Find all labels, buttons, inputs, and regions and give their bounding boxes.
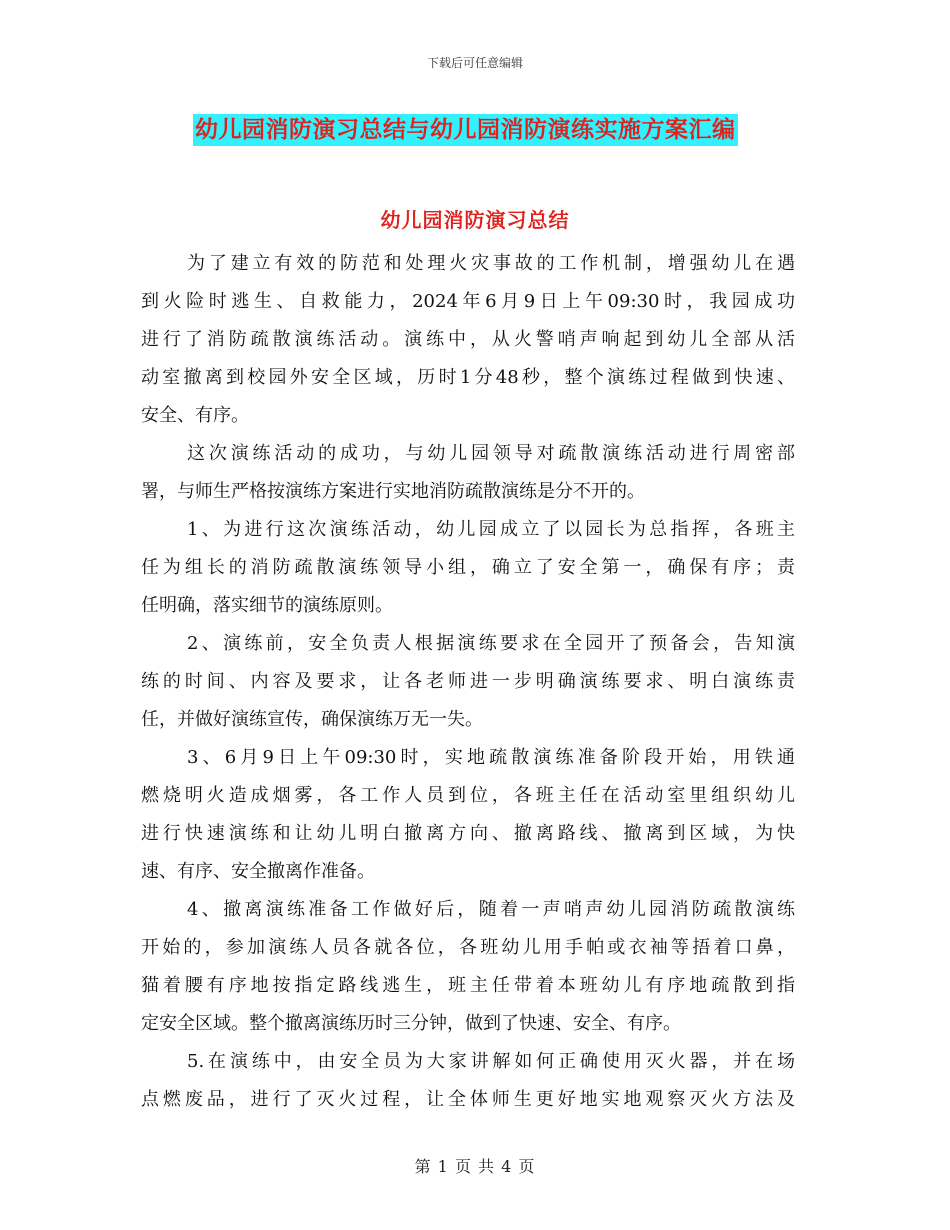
paragraph-line: 5.在演练中，由安全员为大家讲解如何正确使用灭火器，并在场 [187,1051,795,1072]
paragraph [141,891,795,1043]
paragraph-line: 动室撤离到校园外安全区域，历时1分48秒，整个演练过程做到快速、 [141,367,795,388]
paragraph [141,511,795,625]
paragraph-line: 署，与师生严格按演练方案进行实地消防疏散演练是分不开的。 [141,481,645,502]
paragraph-line: 进行了消防疏散演练活动。演练中，从火警哨声响起到幼儿全部从活 [141,329,795,350]
paragraph [141,625,795,739]
paragraph-line: 1、为进行这次演练活动，幼儿园成立了以园长为总指挥，各班主 [187,519,795,540]
paragraph-line: 速、有序、安全撤离作准备。 [141,861,375,882]
paragraph-line: 任为组长的消防疏散演练领导小组，确立了安全第一，确保有序；责 [141,557,795,578]
paragraph-line: 任，并做好演练宣传，确保演练万无一失。 [141,709,483,730]
paragraph-line: 点燃废品，进行了灭火过程，让全体师生更好地实地观察灭火方法及 [141,1089,795,1110]
page-header-note: 下载后可任意编辑 [426,56,523,70]
document-title: 幼儿园消防演习总结与幼儿园消防演练实施方案汇编 [193,114,738,146]
paragraph-line: 任明确，落实细节的演练原则。 [141,595,393,616]
page-footer: 第 1 页 共 4 页 [414,1157,536,1176]
paragraph-line: 这次演练活动的成功，与幼儿园领导对疏散演练活动进行周密部 [187,443,795,464]
paragraph-line: 进行快速演练和让幼儿明白撤离方向、撤离路线、撤离到区域，为快 [141,823,795,844]
paragraph-line: 安全、有序。 [141,405,249,426]
paragraph-line: 到火险时逃生、自救能力，2024年6月9日上午09:30时，我园成功 [141,291,795,312]
paragraph-line: 燃烧明火造成烟雾，各工作人员到位，各班主任在活动室里组织幼儿 [141,785,795,806]
paragraph-line: 开始的，参加演练人员各就各位，各班幼儿用手帕或衣袖等捂着口鼻， [141,937,795,958]
body-text [141,245,795,1119]
paragraph-line: 练的时间、内容及要求，让各老师进一步明确演练要求、明白演练责 [141,671,795,692]
paragraph [141,435,795,511]
paragraph [141,245,795,435]
paragraph-line: 定安全区域。整个撤离演练历时三分钟，做到了快速、安全、有序。 [141,1013,681,1034]
paragraph [141,1043,795,1119]
paragraph-line: 3、6月9日上午09:30时，实地疏散演练准备阶段开始，用铁通 [187,747,795,768]
paragraph-line: 猫着腰有序地按指定路线逃生，班主任带着本班幼儿有序地疏散到指 [141,975,795,996]
paragraph-line: 4、撤离演练准备工作做好后，随着一声哨声幼儿园消防疏散演练 [187,899,795,920]
paragraph [141,739,795,891]
section-title: 幼儿园消防演习总结 [380,208,570,232]
paragraph-line: 为了建立有效的防范和处理火灾事故的工作机制，增强幼儿在遇 [187,253,795,274]
paragraph-line: 2、演练前，安全负责人根据演练要求在全园开了预备会，告知演 [187,633,795,654]
